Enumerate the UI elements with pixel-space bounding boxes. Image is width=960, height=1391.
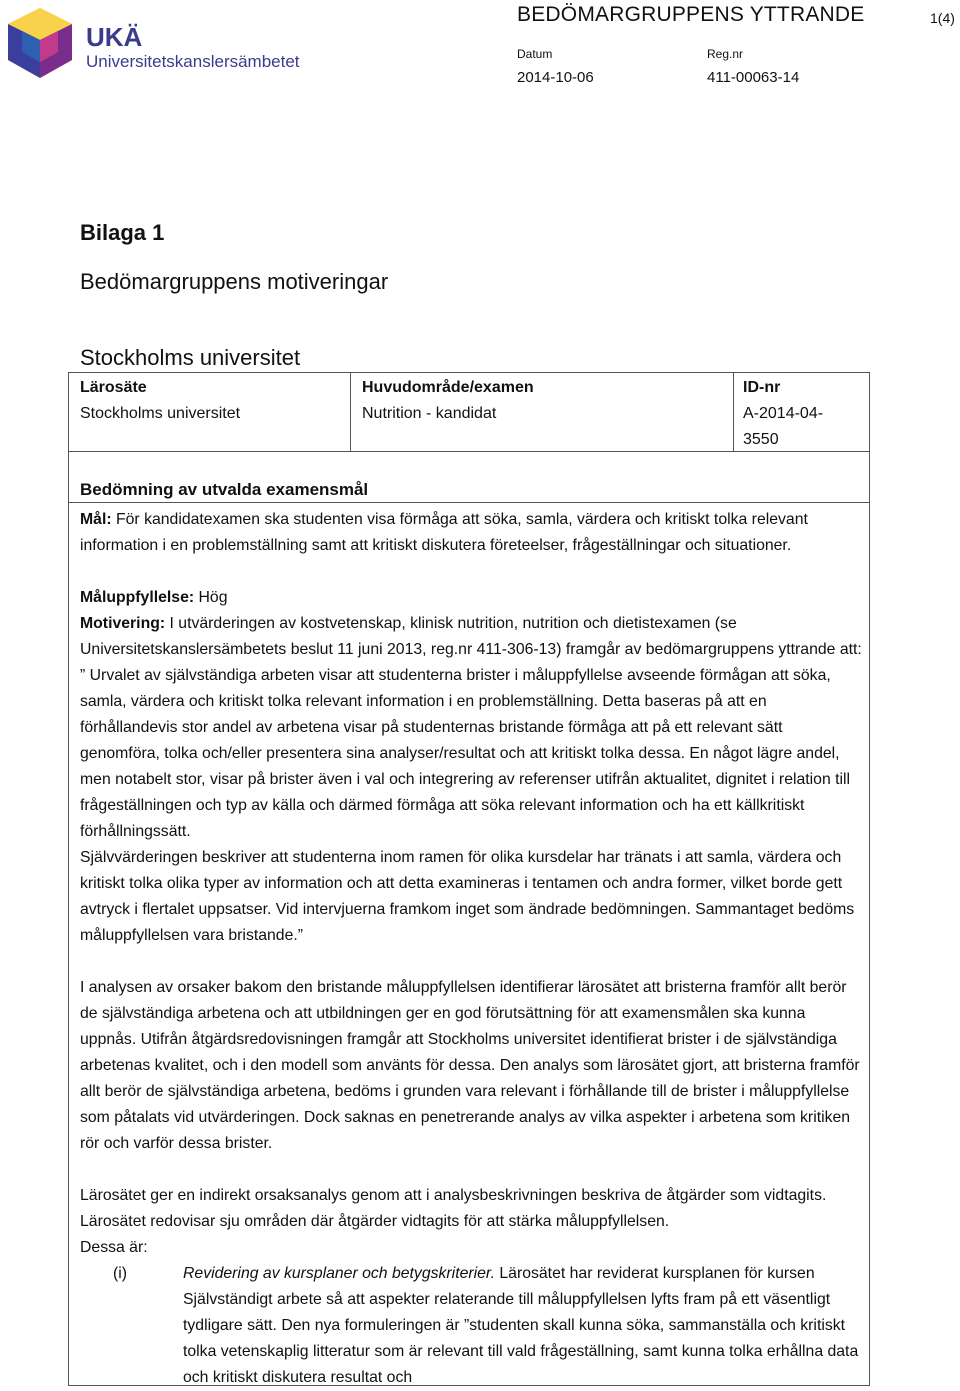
- document-title: BEDÖMARGRUPPENS YTTRANDE: [517, 3, 865, 26]
- id-value-line1: A-2014-04-: [743, 405, 824, 422]
- larosate-label: Lärosäte: [80, 379, 147, 396]
- motivering-label: Motivering:: [80, 615, 166, 632]
- maluppfyllelse-value: Hög: [194, 589, 228, 606]
- id-value-line2: 3550: [743, 431, 779, 448]
- id-label: ID-nr: [743, 379, 781, 396]
- mal-paragraph: [80, 507, 865, 559]
- larosate-value: Stockholms universitet: [80, 405, 241, 422]
- table-divider: [733, 372, 734, 452]
- dessa-line: Dessa är:: [80, 1239, 148, 1256]
- logo-subtext: Universitetskanslersämbetet: [86, 52, 300, 71]
- page-number: 1(4): [930, 10, 955, 26]
- datum-value: 2014-10-06: [517, 69, 594, 86]
- motivering-text: I utvärderingen av kostvetenskap, klinisk nutrition, nutrition och dietistexamen (se Universitetskanslersämbetets beslut 11 juni 2013, reg.nr 411-306-13) framgår av bedömargruppens yttrande att: ” Urvalet av självständiga arbeten visar att studenterna brister i måluppfyllelse avseende förmågan att söka, samla, värdera och kritiskt tolka relevant information i en problemställning. Detta baseras på att en förhållandevis stor andel av arbetena visar på studenternas bristande förmåga att på ett relevant sätt genomföra, tolka och/eller presentera sina analyser/resultat och att kritiskt tolka dessa. En något lägre andel, men notabelt stor, visar på brister även i val och integrering av referenser utifrån aktualitet, dignitet i relation till frågeställningen och typ av källa och därmed förmåga att söka relevant information och ha ett källkritiskt förhållningssätt.: [80, 615, 862, 840]
- list-item: [183, 1261, 863, 1391]
- sjalvvardering-paragraph: Självvärderingen beskriver att studenterna inom ramen för olika kursdelar har tränats i att samla, värdera och kritiskt tolka olika typer av information och att detta examineras i tentamen och andra former, vilket borde gett avtryck i flertalet uppsatser. Vid intervjuerna framkom inget som ändrade bedömningen. Sammantaget bedöms måluppfyllelsen vara bristande.”: [80, 849, 855, 944]
- motiveringar-heading: Bedömargruppens motiveringar: [80, 269, 389, 294]
- university-heading: Stockholms universitet: [80, 345, 301, 370]
- logo-cube-icon: [8, 8, 72, 78]
- datum-label: Datum: [517, 47, 553, 61]
- mal-text: För kandidatexamen ska studenten visa förmåga att söka, samla, värdera och kritiskt tolka relevant information i en problemställning samt att kritiskt diskutera företeelser, frågeställningar och situationer.: [80, 511, 808, 554]
- section-title: Bedömning av utvalda examensmål: [80, 480, 369, 499]
- huvudomrade-label: Huvudområde/examen: [362, 379, 534, 396]
- list-item-title: Revidering av kursplaner och betygskriterier.: [183, 1265, 495, 1282]
- regnr-value: 411-00063-14: [707, 69, 800, 86]
- bilaga-heading: Bilaga 1: [80, 220, 165, 245]
- uka-logo: [4, 6, 334, 82]
- orsak-paragraph: Lärosätet ger en indirekt orsaksanalys genom att i analysbeskrivningen beskriva de åtgärder som vidtagits. Lärosätet redovisar sju områden där åtgärder vidtagits för att stärka måluppfyllelsen.: [80, 1187, 827, 1230]
- regnr-label: Reg.nr: [707, 47, 744, 61]
- maluppfyllelse-line: [80, 585, 865, 611]
- list-number: (i): [113, 1265, 128, 1282]
- motivering-paragraph: [80, 611, 865, 845]
- mal-label: Mål:: [80, 511, 112, 528]
- huvudomrade-value: Nutrition - kandidat: [362, 405, 497, 422]
- analys-paragraph: I analysen av orsaker bakom den bristande måluppfyllelsen identifierar lärosätet att bristerna framför allt berör de självständiga arbetena och att utbildningen ger en god förutsättning för att examensmålen ska kunna uppnås. Utifrån åtgärdsredovisningen framgår att Stockholms universitet identifierat brister i de självständiga arbetenas kvalitet, och i den modell som använts för dessa. Den analys som lärosätet gjort, att bristerna framför allt berör de självständiga arbetena, bedöms i grunden vara relevant i förhållande till de brister i måluppfyllelse som påtalats vid utvärderingen. Dock saknas en penetrerande analys av vilka aspekter i arbetena som kritiken rör och varför dessa brister.: [80, 979, 860, 1152]
- table-divider: [350, 372, 351, 452]
- table-divider: [68, 451, 870, 452]
- maluppfyllelse-label: Måluppfyllelse:: [80, 589, 195, 606]
- logo-text: UKÄ: [86, 22, 143, 52]
- table-divider: [68, 502, 870, 503]
- list-item-text: Lärosätet har reviderat kursplanen för kursen Självständigt arbete så att aspekter relaterande till måluppfyllelsen lyfts fram på ett väsentligt tydligare sätt. Den nya formuleringen är ”studenten skall kunna söka, sammanställa och kritiskt tolka vetenskaplig litteratur som är relevant till vald frågeställning, samt kunna tolka erhållna data och kritiskt diskutera resultat och: [183, 1265, 859, 1386]
